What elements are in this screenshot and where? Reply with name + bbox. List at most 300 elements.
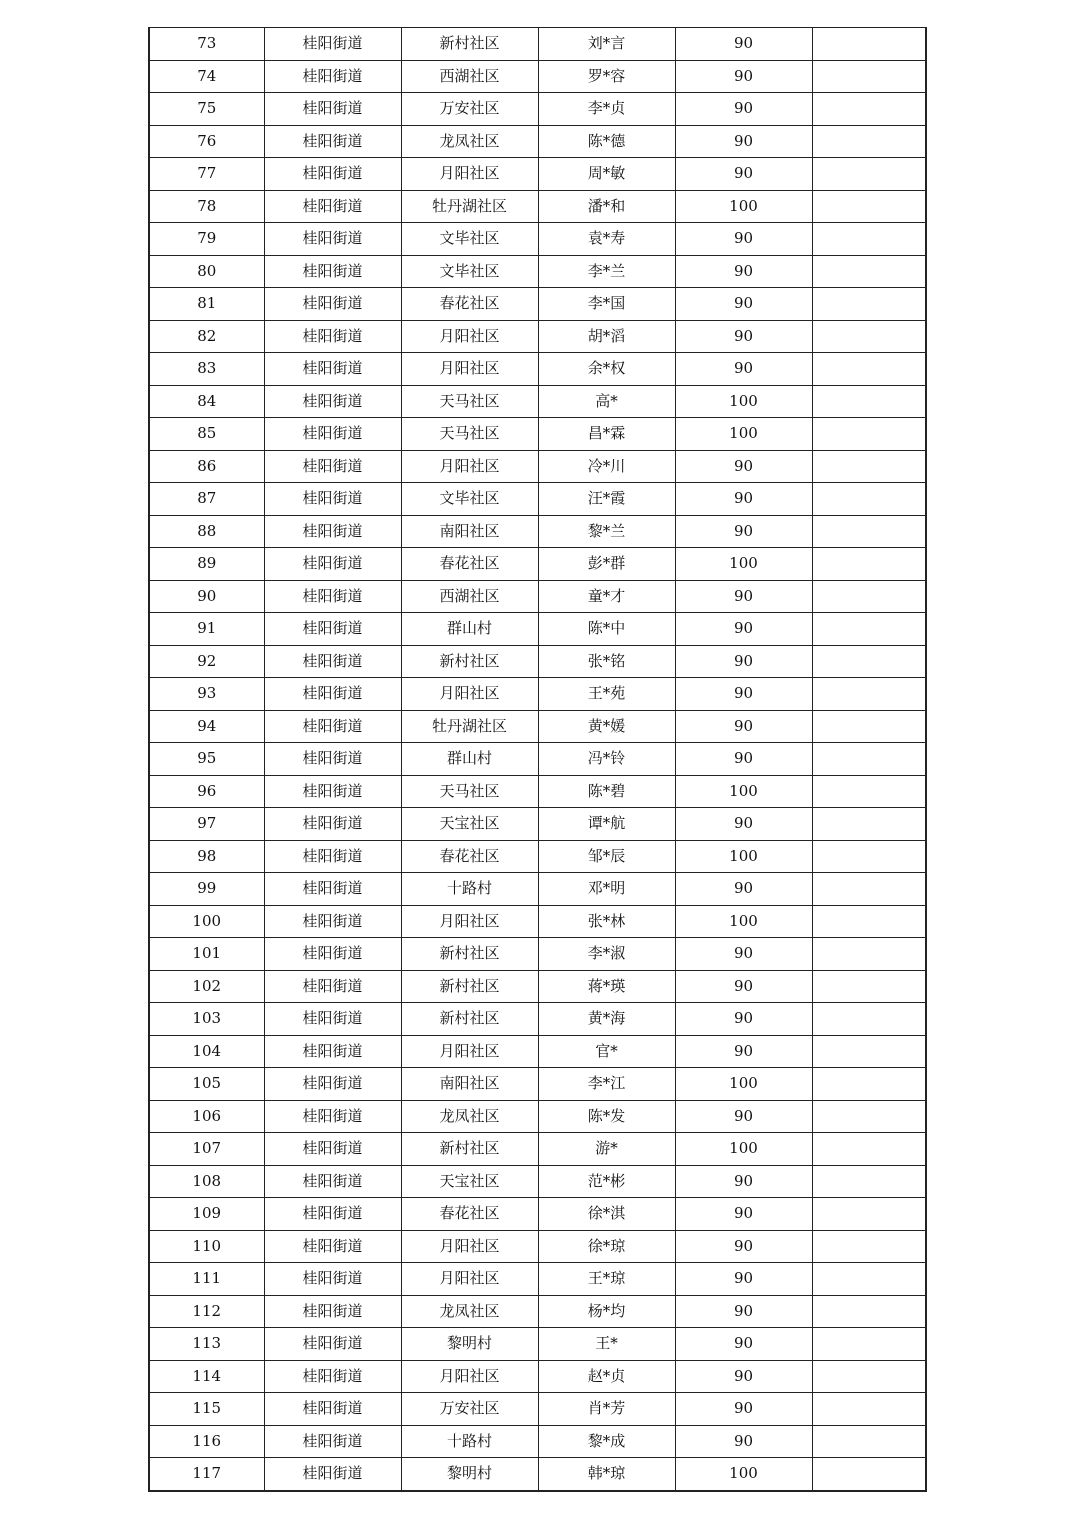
- table-body: [149, 28, 926, 1491]
- cell-note: [812, 418, 926, 451]
- table-row: [149, 873, 926, 906]
- cell-street: 桂阳街道: [264, 125, 401, 158]
- cell-serial-number: 105: [149, 1068, 264, 1101]
- table-row: [149, 483, 926, 516]
- cell-street: 桂阳街道: [264, 905, 401, 938]
- cell-community: 月阳社区: [401, 158, 538, 191]
- table-row: [149, 223, 926, 256]
- table-row: [149, 1295, 926, 1328]
- cell-person-name: 徐*琼: [538, 1230, 675, 1263]
- table-row: [149, 1165, 926, 1198]
- cell-street: 桂阳街道: [264, 483, 401, 516]
- cell-amount: 90: [675, 678, 812, 711]
- cell-street: 桂阳街道: [264, 320, 401, 353]
- cell-serial-number: 83: [149, 353, 264, 386]
- cell-serial-number: 99: [149, 873, 264, 906]
- cell-serial-number: 77: [149, 158, 264, 191]
- table-row: [149, 255, 926, 288]
- cell-person-name: 周*敏: [538, 158, 675, 191]
- table-row: [149, 710, 926, 743]
- cell-street: 桂阳街道: [264, 1425, 401, 1458]
- cell-person-name: 李*淑: [538, 938, 675, 971]
- cell-street: 桂阳街道: [264, 288, 401, 321]
- cell-note: [812, 255, 926, 288]
- cell-street: 桂阳街道: [264, 418, 401, 451]
- cell-amount: 90: [675, 320, 812, 353]
- cell-serial-number: 87: [149, 483, 264, 516]
- cell-serial-number: 100: [149, 905, 264, 938]
- cell-person-name: 王*: [538, 1328, 675, 1361]
- cell-amount: 90: [675, 353, 812, 386]
- cell-serial-number: 79: [149, 223, 264, 256]
- table-row: [149, 1100, 926, 1133]
- cell-amount: 100: [675, 905, 812, 938]
- cell-note: [812, 1003, 926, 1036]
- cell-note: [812, 808, 926, 841]
- cell-street: 桂阳街道: [264, 1165, 401, 1198]
- table-row: [149, 808, 926, 841]
- cell-amount: 90: [675, 28, 812, 61]
- cell-serial-number: 95: [149, 743, 264, 776]
- cell-community: 春花社区: [401, 840, 538, 873]
- cell-community: 牡丹湖社区: [401, 710, 538, 743]
- cell-serial-number: 93: [149, 678, 264, 711]
- cell-note: [812, 1360, 926, 1393]
- cell-community: 天马社区: [401, 385, 538, 418]
- cell-note: [812, 1295, 926, 1328]
- cell-street: 桂阳街道: [264, 223, 401, 256]
- table-row: [149, 125, 926, 158]
- cell-note: [812, 1068, 926, 1101]
- cell-person-name: 汪*霞: [538, 483, 675, 516]
- cell-note: [812, 775, 926, 808]
- cell-note: [812, 580, 926, 613]
- cell-note: [812, 515, 926, 548]
- cell-note: [812, 385, 926, 418]
- cell-street: 桂阳街道: [264, 93, 401, 126]
- cell-serial-number: 103: [149, 1003, 264, 1036]
- cell-person-name: 高*: [538, 385, 675, 418]
- cell-note: [812, 158, 926, 191]
- cell-note: [812, 1133, 926, 1166]
- cell-community: 南阳社区: [401, 515, 538, 548]
- cell-person-name: 陈*发: [538, 1100, 675, 1133]
- cell-person-name: 王*琼: [538, 1263, 675, 1296]
- cell-amount: 90: [675, 1295, 812, 1328]
- cell-serial-number: 90: [149, 580, 264, 613]
- table-row: [149, 1133, 926, 1166]
- cell-community: 月阳社区: [401, 320, 538, 353]
- table-row: [149, 1198, 926, 1231]
- cell-street: 桂阳街道: [264, 580, 401, 613]
- cell-community: 天马社区: [401, 418, 538, 451]
- cell-note: [812, 1100, 926, 1133]
- cell-community: 群山村: [401, 613, 538, 646]
- cell-serial-number: 101: [149, 938, 264, 971]
- cell-street: 桂阳街道: [264, 678, 401, 711]
- cell-serial-number: 89: [149, 548, 264, 581]
- table-row: [149, 1003, 926, 1036]
- table-row: [149, 905, 926, 938]
- cell-note: [812, 938, 926, 971]
- table-row: [149, 1328, 926, 1361]
- data-table: [148, 27, 927, 1492]
- cell-amount: 90: [675, 1198, 812, 1231]
- cell-note: [812, 1328, 926, 1361]
- cell-street: 桂阳街道: [264, 1133, 401, 1166]
- cell-community: 新村社区: [401, 1133, 538, 1166]
- cell-note: [812, 743, 926, 776]
- cell-serial-number: 110: [149, 1230, 264, 1263]
- cell-amount: 90: [675, 710, 812, 743]
- cell-note: [812, 320, 926, 353]
- cell-community: 月阳社区: [401, 905, 538, 938]
- cell-community: 月阳社区: [401, 353, 538, 386]
- cell-community: 月阳社区: [401, 1230, 538, 1263]
- cell-amount: 90: [675, 158, 812, 191]
- table-row: [149, 385, 926, 418]
- cell-person-name: 谭*航: [538, 808, 675, 841]
- cell-street: 桂阳街道: [264, 28, 401, 61]
- cell-person-name: 范*彬: [538, 1165, 675, 1198]
- cell-person-name: 肖*芳: [538, 1393, 675, 1426]
- cell-street: 桂阳街道: [264, 1295, 401, 1328]
- cell-street: 桂阳街道: [264, 158, 401, 191]
- cell-street: 桂阳街道: [264, 1100, 401, 1133]
- cell-serial-number: 91: [149, 613, 264, 646]
- cell-person-name: 黎*成: [538, 1425, 675, 1458]
- cell-amount: 100: [675, 385, 812, 418]
- cell-community: 天马社区: [401, 775, 538, 808]
- cell-amount: 100: [675, 775, 812, 808]
- cell-note: [812, 288, 926, 321]
- cell-serial-number: 108: [149, 1165, 264, 1198]
- cell-amount: 100: [675, 418, 812, 451]
- cell-person-name: 刘*言: [538, 28, 675, 61]
- cell-serial-number: 111: [149, 1263, 264, 1296]
- table-row: [149, 1068, 926, 1101]
- cell-amount: 90: [675, 1328, 812, 1361]
- cell-amount: 100: [675, 840, 812, 873]
- cell-person-name: 陈*碧: [538, 775, 675, 808]
- cell-person-name: 蒋*瑛: [538, 970, 675, 1003]
- cell-serial-number: 85: [149, 418, 264, 451]
- cell-street: 桂阳街道: [264, 710, 401, 743]
- cell-note: [812, 93, 926, 126]
- cell-community: 黎明村: [401, 1458, 538, 1491]
- table-row: [149, 418, 926, 451]
- cell-serial-number: 82: [149, 320, 264, 353]
- cell-street: 桂阳街道: [264, 190, 401, 223]
- cell-serial-number: 98: [149, 840, 264, 873]
- cell-note: [812, 28, 926, 61]
- cell-note: [812, 353, 926, 386]
- cell-street: 桂阳街道: [264, 1068, 401, 1101]
- cell-person-name: 黄*媛: [538, 710, 675, 743]
- table-row: [149, 613, 926, 646]
- table-row: [149, 1230, 926, 1263]
- cell-person-name: 冷*川: [538, 450, 675, 483]
- cell-person-name: 童*才: [538, 580, 675, 613]
- cell-person-name: 徐*淇: [538, 1198, 675, 1231]
- cell-serial-number: 104: [149, 1035, 264, 1068]
- table-row: [149, 28, 926, 61]
- cell-amount: 100: [675, 1068, 812, 1101]
- cell-amount: 90: [675, 1393, 812, 1426]
- cell-person-name: 袁*寿: [538, 223, 675, 256]
- cell-note: [812, 1425, 926, 1458]
- cell-note: [812, 970, 926, 1003]
- cell-note: [812, 1263, 926, 1296]
- cell-amount: 90: [675, 1100, 812, 1133]
- cell-note: [812, 1458, 926, 1491]
- cell-person-name: 黄*海: [538, 1003, 675, 1036]
- cell-amount: 90: [675, 808, 812, 841]
- cell-community: 万安社区: [401, 93, 538, 126]
- cell-amount: 90: [675, 483, 812, 516]
- cell-serial-number: 107: [149, 1133, 264, 1166]
- cell-person-name: 冯*铃: [538, 743, 675, 776]
- cell-community: 天宝社区: [401, 808, 538, 841]
- cell-person-name: 彭*群: [538, 548, 675, 581]
- cell-street: 桂阳街道: [264, 873, 401, 906]
- table-row: [149, 1360, 926, 1393]
- cell-person-name: 李*贞: [538, 93, 675, 126]
- cell-note: [812, 125, 926, 158]
- cell-street: 桂阳街道: [264, 1458, 401, 1491]
- cell-serial-number: 73: [149, 28, 264, 61]
- cell-street: 桂阳街道: [264, 548, 401, 581]
- cell-note: [812, 223, 926, 256]
- cell-street: 桂阳街道: [264, 1003, 401, 1036]
- cell-amount: 90: [675, 125, 812, 158]
- cell-community: 新村社区: [401, 28, 538, 61]
- cell-amount: 90: [675, 450, 812, 483]
- table-row: [149, 93, 926, 126]
- cell-person-name: 陈*德: [538, 125, 675, 158]
- cell-street: 桂阳街道: [264, 1328, 401, 1361]
- cell-note: [812, 190, 926, 223]
- cell-serial-number: 78: [149, 190, 264, 223]
- cell-amount: 90: [675, 580, 812, 613]
- cell-person-name: 邹*辰: [538, 840, 675, 873]
- cell-note: [812, 483, 926, 516]
- cell-street: 桂阳街道: [264, 613, 401, 646]
- table-row: [149, 1425, 926, 1458]
- cell-person-name: 杨*均: [538, 1295, 675, 1328]
- cell-community: 群山村: [401, 743, 538, 776]
- table-row: [149, 190, 926, 223]
- cell-serial-number: 84: [149, 385, 264, 418]
- cell-note: [812, 1165, 926, 1198]
- cell-amount: 90: [675, 223, 812, 256]
- cell-person-name: 韩*琼: [538, 1458, 675, 1491]
- cell-amount: 100: [675, 548, 812, 581]
- cell-community: 月阳社区: [401, 678, 538, 711]
- cell-note: [812, 60, 926, 93]
- cell-serial-number: 113: [149, 1328, 264, 1361]
- cell-person-name: 游*: [538, 1133, 675, 1166]
- cell-community: 文毕社区: [401, 483, 538, 516]
- cell-amount: 90: [675, 60, 812, 93]
- table-row: [149, 158, 926, 191]
- table-row: [149, 548, 926, 581]
- cell-street: 桂阳街道: [264, 1230, 401, 1263]
- cell-person-name: 李*国: [538, 288, 675, 321]
- table-row: [149, 60, 926, 93]
- cell-note: [812, 613, 926, 646]
- table-row: [149, 1035, 926, 1068]
- cell-serial-number: 117: [149, 1458, 264, 1491]
- cell-serial-number: 88: [149, 515, 264, 548]
- cell-serial-number: 115: [149, 1393, 264, 1426]
- cell-person-name: 张*林: [538, 905, 675, 938]
- cell-amount: 90: [675, 1263, 812, 1296]
- cell-community: 龙凤社区: [401, 125, 538, 158]
- cell-serial-number: 116: [149, 1425, 264, 1458]
- cell-serial-number: 96: [149, 775, 264, 808]
- cell-note: [812, 678, 926, 711]
- table-row: [149, 743, 926, 776]
- cell-serial-number: 102: [149, 970, 264, 1003]
- cell-street: 桂阳街道: [264, 1393, 401, 1426]
- table-row: [149, 1393, 926, 1426]
- cell-street: 桂阳街道: [264, 1360, 401, 1393]
- cell-street: 桂阳街道: [264, 840, 401, 873]
- cell-amount: 90: [675, 938, 812, 971]
- cell-amount: 90: [675, 970, 812, 1003]
- cell-person-name: 张*铭: [538, 645, 675, 678]
- cell-person-name: 余*权: [538, 353, 675, 386]
- cell-serial-number: 97: [149, 808, 264, 841]
- cell-community: 西湖社区: [401, 60, 538, 93]
- cell-amount: 90: [675, 873, 812, 906]
- cell-street: 桂阳街道: [264, 970, 401, 1003]
- cell-community: 新村社区: [401, 970, 538, 1003]
- cell-amount: 90: [675, 1360, 812, 1393]
- table-row: [149, 1263, 926, 1296]
- cell-person-name: 赵*贞: [538, 1360, 675, 1393]
- cell-street: 桂阳街道: [264, 808, 401, 841]
- cell-person-name: 李*兰: [538, 255, 675, 288]
- cell-street: 桂阳街道: [264, 385, 401, 418]
- table-row: [149, 580, 926, 613]
- cell-note: [812, 840, 926, 873]
- table-row: [149, 938, 926, 971]
- cell-community: 牡丹湖社区: [401, 190, 538, 223]
- table-row: [149, 840, 926, 873]
- cell-serial-number: 94: [149, 710, 264, 743]
- cell-amount: 100: [675, 1133, 812, 1166]
- table-row: [149, 288, 926, 321]
- cell-person-name: 胡*滔: [538, 320, 675, 353]
- cell-amount: 90: [675, 1230, 812, 1263]
- cell-serial-number: 75: [149, 93, 264, 126]
- cell-person-name: 罗*容: [538, 60, 675, 93]
- cell-amount: 100: [675, 190, 812, 223]
- cell-community: 新村社区: [401, 938, 538, 971]
- cell-community: 天宝社区: [401, 1165, 538, 1198]
- cell-person-name: 邓*明: [538, 873, 675, 906]
- cell-street: 桂阳街道: [264, 255, 401, 288]
- cell-note: [812, 1035, 926, 1068]
- cell-person-name: 李*江: [538, 1068, 675, 1101]
- cell-community: 月阳社区: [401, 1263, 538, 1296]
- cell-amount: 90: [675, 1165, 812, 1198]
- cell-community: 春花社区: [401, 288, 538, 321]
- cell-street: 桂阳街道: [264, 515, 401, 548]
- cell-street: 桂阳街道: [264, 1198, 401, 1231]
- cell-amount: 90: [675, 1003, 812, 1036]
- table-row: [149, 645, 926, 678]
- cell-street: 桂阳街道: [264, 1263, 401, 1296]
- cell-note: [812, 710, 926, 743]
- cell-community: 新村社区: [401, 645, 538, 678]
- cell-community: 月阳社区: [401, 1035, 538, 1068]
- cell-serial-number: 80: [149, 255, 264, 288]
- cell-serial-number: 92: [149, 645, 264, 678]
- cell-note: [812, 873, 926, 906]
- cell-person-name: 王*苑: [538, 678, 675, 711]
- cell-person-name: 官*: [538, 1035, 675, 1068]
- cell-community: 文毕社区: [401, 223, 538, 256]
- cell-community: 南阳社区: [401, 1068, 538, 1101]
- cell-serial-number: 114: [149, 1360, 264, 1393]
- cell-community: 十路村: [401, 873, 538, 906]
- cell-person-name: 黎*兰: [538, 515, 675, 548]
- cell-serial-number: 109: [149, 1198, 264, 1231]
- cell-amount: 100: [675, 1458, 812, 1491]
- cell-person-name: 潘*和: [538, 190, 675, 223]
- cell-street: 桂阳街道: [264, 353, 401, 386]
- cell-community: 龙凤社区: [401, 1100, 538, 1133]
- cell-street: 桂阳街道: [264, 1035, 401, 1068]
- cell-community: 月阳社区: [401, 450, 538, 483]
- cell-note: [812, 548, 926, 581]
- cell-note: [812, 645, 926, 678]
- cell-serial-number: 106: [149, 1100, 264, 1133]
- cell-serial-number: 112: [149, 1295, 264, 1328]
- cell-note: [812, 905, 926, 938]
- cell-community: 十路村: [401, 1425, 538, 1458]
- table-row: [149, 970, 926, 1003]
- cell-amount: 90: [675, 613, 812, 646]
- cell-person-name: 昌*霖: [538, 418, 675, 451]
- cell-street: 桂阳街道: [264, 938, 401, 971]
- cell-note: [812, 1393, 926, 1426]
- cell-amount: 90: [675, 288, 812, 321]
- cell-community: 春花社区: [401, 1198, 538, 1231]
- table-row: [149, 515, 926, 548]
- cell-serial-number: 86: [149, 450, 264, 483]
- cell-amount: 90: [675, 1425, 812, 1458]
- cell-community: 新村社区: [401, 1003, 538, 1036]
- table-row: [149, 775, 926, 808]
- table-row: [149, 450, 926, 483]
- cell-community: 文毕社区: [401, 255, 538, 288]
- cell-community: 月阳社区: [401, 1360, 538, 1393]
- table-row: [149, 353, 926, 386]
- cell-community: 万安社区: [401, 1393, 538, 1426]
- cell-street: 桂阳街道: [264, 775, 401, 808]
- cell-amount: 90: [675, 743, 812, 776]
- cell-amount: 90: [675, 645, 812, 678]
- cell-serial-number: 74: [149, 60, 264, 93]
- cell-community: 黎明村: [401, 1328, 538, 1361]
- cell-serial-number: 81: [149, 288, 264, 321]
- cell-amount: 90: [675, 93, 812, 126]
- table-row: [149, 320, 926, 353]
